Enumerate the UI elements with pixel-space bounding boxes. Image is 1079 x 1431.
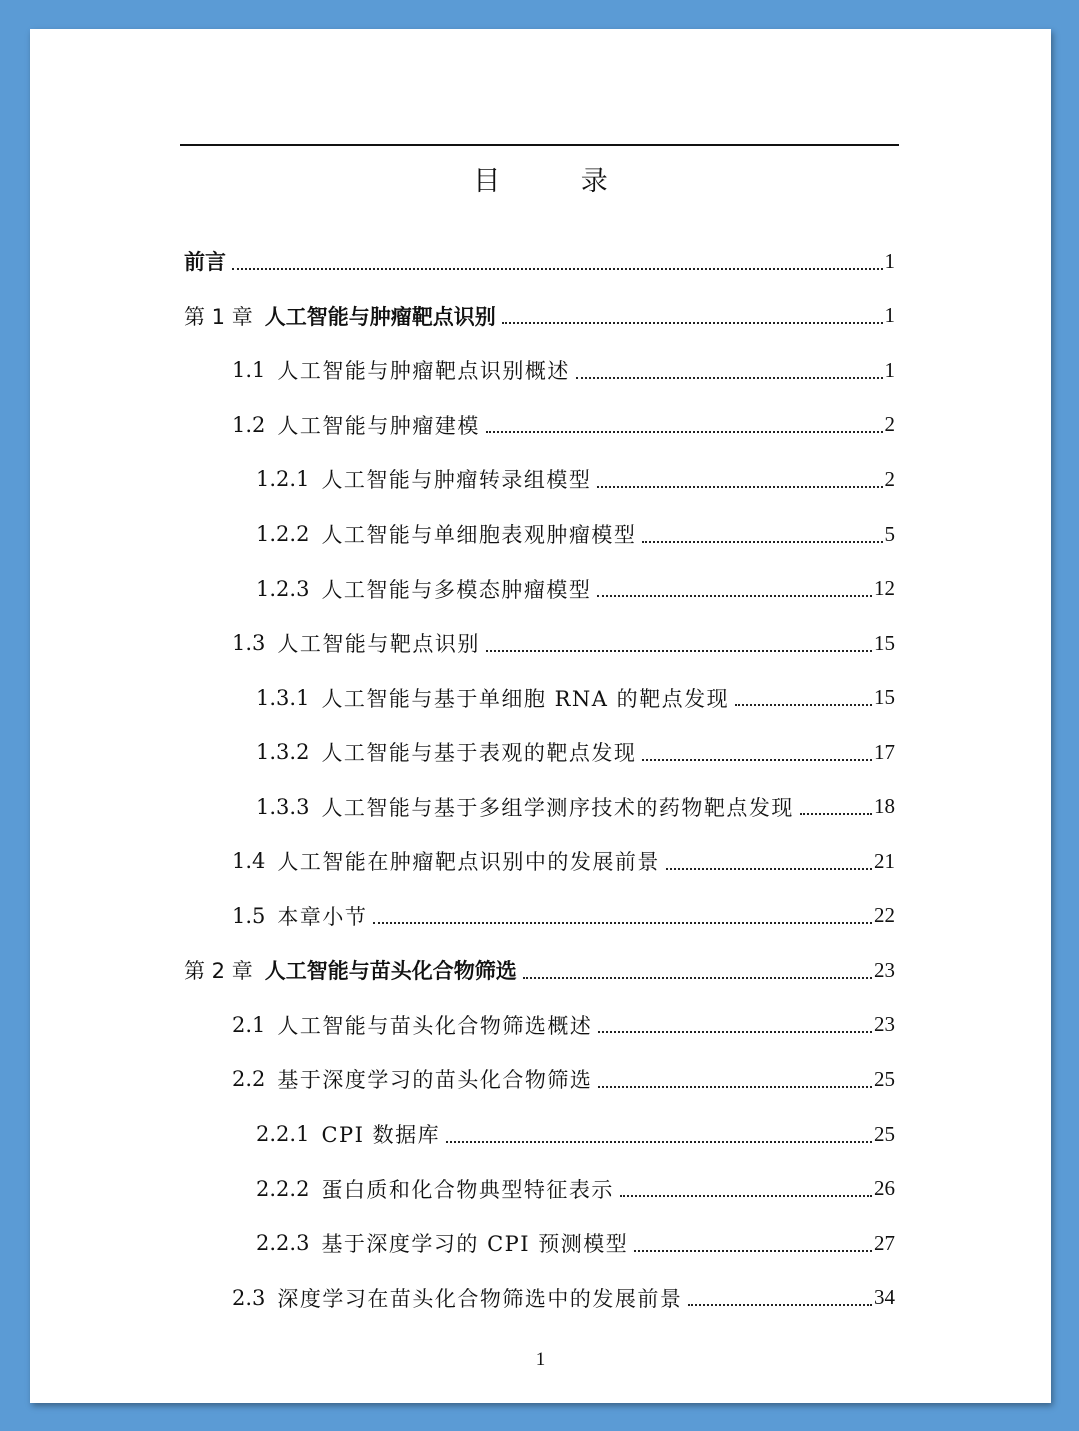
dot-leader [597, 485, 882, 488]
toc-entry[interactable] [184, 1052, 895, 1107]
toc-entry-number: 2.1 [232, 1012, 266, 1037]
toc-entry-page: 17 [874, 739, 895, 764]
toc-entry[interactable] [184, 507, 895, 562]
toc-entry[interactable] [184, 889, 895, 944]
toc-entry-label: 人工智能与苗头化合物筛选概述 [277, 1013, 593, 1038]
toc-entry-label: 人工智能与苗头化合物筛选 [264, 959, 517, 984]
toc-entry[interactable] [184, 1270, 895, 1325]
toc-entry-number: 2.2 [232, 1067, 266, 1092]
toc-entry-label: 人工智能与靶点识别 [277, 632, 480, 657]
toc-entry[interactable] [184, 1216, 895, 1271]
dot-leader [486, 649, 872, 652]
dot-leader [688, 1303, 872, 1306]
toc-entry[interactable] [184, 234, 895, 289]
toc-entry-number: 2.2.3 [256, 1231, 310, 1256]
toc-entry[interactable] [184, 616, 895, 671]
toc-entry-page: 18 [874, 794, 895, 819]
toc-entry-number: 2.2.1 [256, 1122, 310, 1147]
toc-entry-page: 15 [874, 630, 895, 655]
toc-entry[interactable] [184, 779, 895, 834]
dot-leader [502, 321, 883, 324]
dot-leader [373, 921, 872, 924]
toc-entry-page: 5 [884, 521, 895, 546]
toc-entry-label: 人工智能与肿瘤靶点识别概述 [277, 359, 570, 384]
toc-entry[interactable] [184, 398, 895, 453]
toc-entry[interactable] [184, 998, 895, 1053]
toc-entry-number: 1.3.2 [256, 740, 310, 765]
toc-entry-label: 前言 [184, 250, 226, 275]
toc-entry-label: 本章小节 [277, 904, 368, 929]
toc-entry-page: 25 [874, 1121, 895, 1146]
toc-entry-number: 第 2 章 [184, 959, 253, 984]
toc-entry-page: 25 [874, 1066, 895, 1091]
toc-entry-number: 1.2.3 [256, 576, 310, 601]
toc-entry-label: 人工智能与肿瘤靶点识别 [264, 304, 496, 329]
dot-leader [576, 376, 883, 379]
toc-entry[interactable] [184, 289, 895, 344]
toc-entry-page: 1 [884, 248, 895, 273]
dot-leader [642, 540, 882, 543]
toc-entry-page: 2 [884, 466, 895, 491]
toc-entry-number: 1.3.1 [256, 685, 310, 710]
document-page [30, 29, 1051, 1403]
toc-entry-label: 基于深度学习的 CPI 预测模型 [321, 1232, 629, 1257]
toc-entry-page: 22 [874, 903, 895, 928]
toc-entry[interactable] [184, 725, 895, 780]
toc-entry[interactable] [184, 1107, 895, 1162]
toc-entry-number: 1.5 [232, 903, 266, 928]
toc-entry-page: 21 [874, 848, 895, 873]
toc-entry-page: 12 [874, 576, 895, 601]
dot-leader [666, 867, 872, 870]
dot-leader [642, 758, 872, 761]
toc-entry-number: 1.2 [232, 412, 266, 437]
toc-entry-number: 第 1 章 [184, 304, 253, 329]
toc-entry[interactable] [184, 343, 895, 398]
toc-entry-page: 15 [874, 685, 895, 710]
toc-entry-number: 1.2.2 [256, 522, 310, 546]
dot-leader [620, 1194, 872, 1197]
toc-entry-label: 人工智能与基于多组学测序技术的药物靶点发现 [321, 795, 794, 820]
toc-entry-label: 人工智能与基于单细胞 RNA 的靶点发现 [321, 686, 730, 711]
toc-entry-number: 2.2.2 [256, 1176, 310, 1201]
toc-entry-page: 1 [884, 303, 895, 328]
toc-entry-label: 蛋白质和化合物典型特征表示 [321, 1177, 614, 1202]
dot-leader [523, 976, 872, 979]
page-number: 1 [535, 1349, 546, 1370]
dot-leader [486, 430, 883, 433]
dot-leader [598, 1085, 872, 1088]
toc-entry-label: 人工智能与基于表观的靶点发现 [321, 741, 637, 766]
toc-entry[interactable] [184, 1161, 895, 1216]
toc-entry-number: 2.3 [232, 1285, 266, 1310]
toc-entry[interactable] [184, 452, 895, 507]
dot-leader [735, 703, 872, 706]
dot-leader [232, 267, 883, 270]
toc-entry-label: 人工智能在肿瘤靶点识别中的发展前景 [277, 850, 660, 875]
dot-leader [597, 594, 872, 597]
toc-entry[interactable] [184, 670, 895, 725]
toc-entry-label: 基于深度学习的苗头化合物筛选 [277, 1068, 593, 1093]
dot-leader [446, 1140, 872, 1143]
toc-entry-page: 23 [874, 957, 895, 982]
toc-entry-number: 1.1 [232, 358, 266, 383]
toc-entry-label: 人工智能与单细胞表观肿瘤模型 [321, 523, 637, 547]
toc-entry-page: 2 [884, 412, 895, 437]
toc-entry-label: CPI 数据库 [321, 1123, 441, 1148]
toc-title: 目 录 [473, 166, 644, 197]
toc-entry-label: 人工智能与肿瘤建模 [277, 413, 480, 438]
toc-entry-page: 1 [884, 357, 895, 382]
table-of-contents [184, 234, 895, 1325]
toc-entry[interactable] [184, 834, 895, 889]
toc-entry-page: 26 [874, 1176, 895, 1201]
toc-entry-label: 人工智能与肿瘤转录组模型 [321, 468, 592, 493]
toc-entry-number: 1.2.1 [256, 467, 310, 492]
toc-entry[interactable] [184, 943, 895, 998]
dot-leader [800, 812, 872, 815]
dot-leader [598, 1030, 872, 1033]
toc-entry-label: 人工智能与多模态肿瘤模型 [321, 577, 592, 602]
dot-leader [634, 1249, 872, 1252]
toc-entry-page: 27 [874, 1230, 895, 1255]
toc-entry-number: 1.3.3 [256, 794, 310, 819]
toc-entry-label: 深度学习在苗头化合物筛选中的发展前景 [277, 1286, 683, 1311]
header-rule [180, 144, 899, 146]
toc-entry-number: 1.4 [232, 849, 266, 874]
toc-entry[interactable] [184, 561, 895, 616]
toc-entry-page: 34 [874, 1285, 895, 1310]
toc-entry-number: 1.3 [232, 631, 266, 656]
toc-entry-page: 23 [874, 1012, 895, 1037]
